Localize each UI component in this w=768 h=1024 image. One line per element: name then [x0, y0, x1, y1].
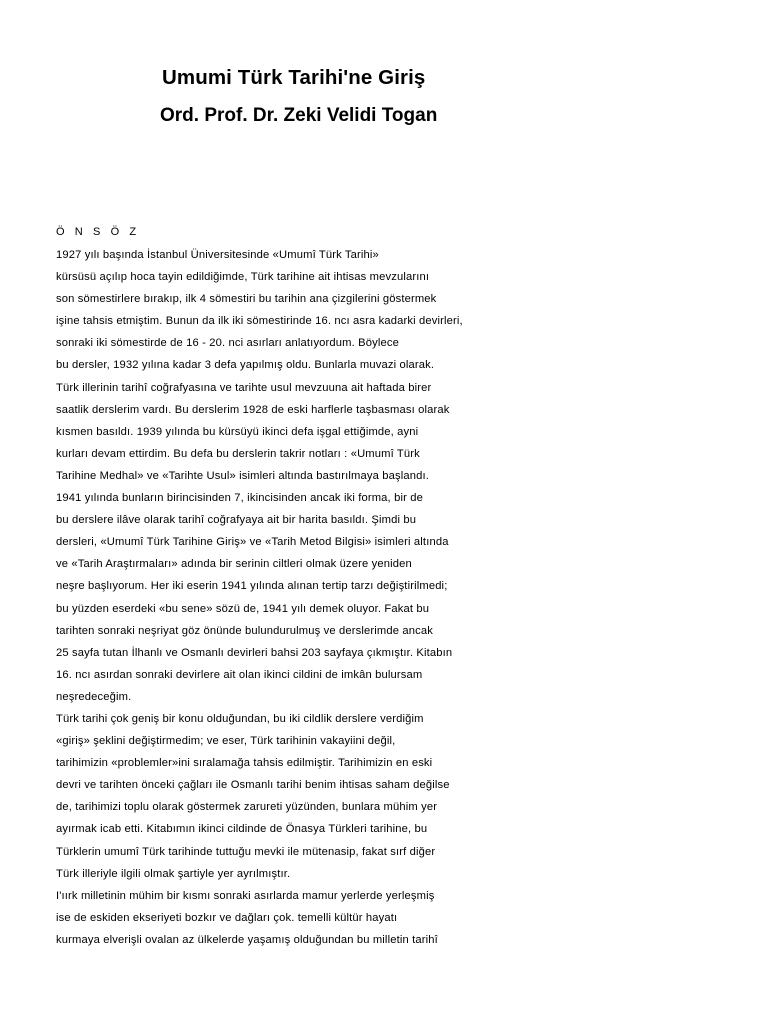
text-line: devri ve tarihten önceki çağları ile Osmanlı tarihi benim ihtisas saham değilse — [56, 779, 450, 792]
text-line: bu yüzden eserdeki «bu sene» sözü de, 1941 yılı demek oluyor. Fakat bu — [56, 602, 430, 615]
text-line: neşredeceğim. — [56, 690, 132, 703]
text-line: Türk illerinin tarihî coğrafyasına ve tarihte usul mevzuuna ait haftada birer — [56, 381, 432, 394]
body-text — [56, 244, 746, 951]
text-line: işine tahsis etmiştim. Bunun da ilk iki sömestirinde 16. ncı asra kadarki devirleri, — [56, 315, 463, 328]
text-line: sonraki iki sömestirde de 16 - 20. nci asırları anlatıyordum. Böylece — [56, 337, 400, 350]
text-line: bu derslere ilâve olarak tarihî coğrafyaya ait bir harita basıldı. Şimdi bu — [56, 514, 417, 527]
text-line: tarihten sonraki neşriyat göz önünde bulundurulmuş ve derslerimde ancak — [56, 624, 433, 637]
text-line: «giriş» şeklini değiştirmedim; ve eser, Türk tarihinin vakayiini değil, — [56, 735, 396, 748]
text-line: ayırmak icab etti. Kitabımın ikinci cildinde de Önasya Türkleri tarihine, bu — [56, 823, 428, 836]
text-line: bu dersler, 1932 yılına kadar 3 defa yapılmış oldu. Bunlarla muvazi olarak. — [56, 359, 435, 372]
document-author: Ord. Prof. Dr. Zeki Velidi Togan — [160, 105, 438, 126]
document-title: Umumi Türk Tarihi'ne Giriş — [162, 66, 426, 89]
text-line: I'ıırk milletinin mühim bir kısmı sonraki asırlarda mamur yerlerde yerleşmiş — [56, 889, 435, 902]
text-line: Türk illeriyle ilgili olmak şartiyle yer ayrılmıştır. — [56, 867, 291, 880]
section-heading: Ö N S Ö Z — [56, 226, 140, 238]
text-line: son sömestirlere bırakıp, ilk 4 sömestiri bu tarihin ana çizgilerini göstermek — [56, 293, 437, 306]
text-line: kısmen basıldı. 1939 yılında bu kürsüyü ikinci defa işgal ettiğimde, ayni — [56, 425, 419, 438]
text-line: kürsüsü açılıp hoca tayin edildiğimde, Türk tarihine ait ihtisas mevzularını — [56, 271, 430, 284]
text-line: Türklerin umumî Türk tarihinde tuttuğu mevki ile mütenasip, fakat sırf diğer — [56, 845, 436, 858]
text-line: kurları devam ettirdim. Bu defa bu derslerin takrir notları : «Umumî Türk — [56, 447, 420, 460]
text-line: 1941 yılında bunların birincisinden 7, ikincisinden ancak iki forma, bir de — [56, 492, 423, 505]
text-line: de, tarihimizi toplu olarak göstermek zarureti yüzünden, bunlara mühim yer — [56, 801, 438, 814]
text-line: ve «Tarih Araştırmaları» adında bir serinin ciltleri olmak üzere yeniden — [56, 558, 412, 571]
text-line: saatlik derslerim vardı. Bu derslerim 1928 de eski harflerle taşbasması olarak — [56, 403, 450, 416]
text-line: Tarihine Medhal» ve «Tarihte Usul» isimleri altında bastırılmaya başlandı. — [56, 469, 430, 482]
text-line: ise de eskiden ekseriyeti bozkır ve dağları çok. temelli kültür hayatı — [56, 911, 398, 924]
text-line: Türk tarihi çok geniş bir konu olduğundan, bu iki cildlik derslere verdiğim — [56, 712, 424, 725]
text-line: 16. ncı asırdan sonraki devirlere ait olan ikinci cildini de imkân bulursam — [56, 668, 423, 681]
text-line: dersleri, «Umumî Türk Tarihine Giriş» ve «Tarih Metod Bilgisi» isimleri altında — [56, 536, 449, 549]
text-line: kurmaya elverişli ovalan az ülkelerde yaşamış olduğundan bu milletin tarihî — [56, 933, 438, 946]
text-line: 25 sayfa tutan İlhanlı ve Osmanlı devirleri bahsi 203 sayfaya çıkmıştır. Kitabın — [56, 646, 453, 659]
text-line: 1927 yılı başında İstanbul Üniversitesinde «Umumî Türk Tarihi» — [56, 249, 379, 261]
text-line: neşre başlıyorum. Her iki eserin 1941 yılında alınan tertip tarzı değiştirilmedi; — [56, 580, 448, 593]
text-line: tarihimizin «problemler»ini sıralamağa tahsis edilmiştir. Tarihimizin en eski — [56, 757, 433, 770]
